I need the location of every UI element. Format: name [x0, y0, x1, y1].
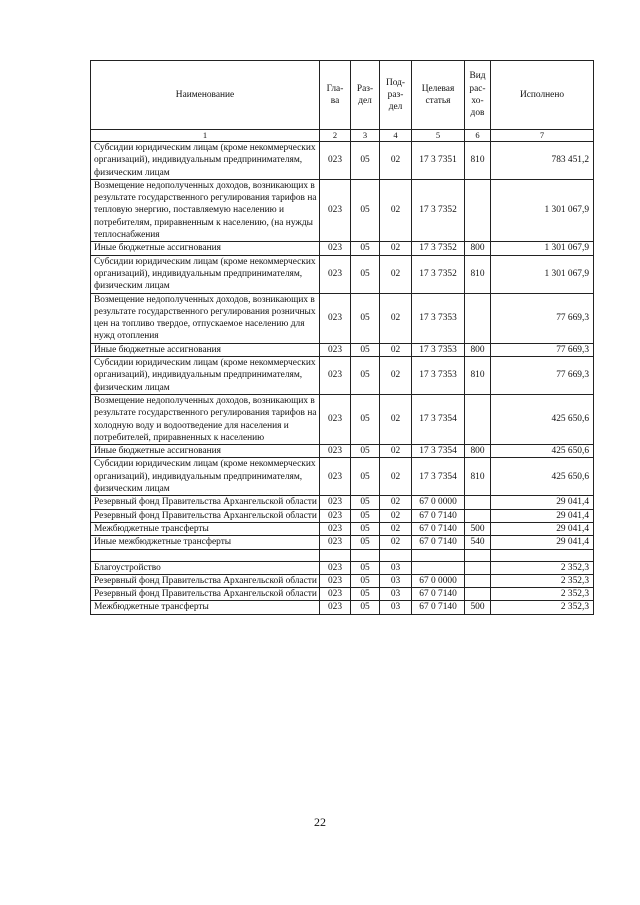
cell-vid	[465, 509, 491, 522]
table-row	[91, 255, 594, 293]
cell-glava: 023	[320, 445, 351, 458]
cell-podrazdel: 02	[380, 522, 412, 535]
cell-ispolneno: 29 041,4	[491, 522, 594, 535]
cell-vid: 800	[465, 343, 491, 356]
cell-podrazdel: 02	[380, 343, 412, 356]
table-row	[91, 357, 594, 395]
cell-podrazdel: 02	[380, 142, 412, 180]
cell-vid: 810	[465, 255, 491, 293]
cell-glava: 023	[320, 496, 351, 509]
cell-statya: 17 3 7352	[412, 242, 465, 255]
column-number-row	[91, 130, 594, 142]
table-row	[91, 561, 594, 574]
table-row	[91, 445, 594, 458]
cell-vid	[465, 293, 491, 343]
header-glava: Гла- ва	[320, 61, 351, 130]
cell-name: Межбюджетные трансферты	[91, 601, 320, 614]
cell-podrazdel: 02	[380, 179, 412, 241]
cell-vid: 500	[465, 601, 491, 614]
cell-statya: 67 0 7140	[412, 601, 465, 614]
column-number: 2	[320, 130, 351, 142]
cell-name: Резервный фонд Правительства Архангельской области	[91, 588, 320, 601]
cell-vid: 800	[465, 242, 491, 255]
cell-razdel: 05	[351, 574, 380, 587]
table-row	[91, 522, 594, 535]
cell-ispolneno: 425 650,6	[491, 394, 594, 444]
cell-glava: 023	[320, 522, 351, 535]
cell-vid	[465, 179, 491, 241]
cell-name: Возмещение недополученных доходов, возникающих в результате государственного регулирования тарифов на холодную воду и водоотведение для населения и потребителей, приравненных к населению	[91, 394, 320, 444]
cell-podrazdel: 02	[380, 255, 412, 293]
cell-vid: 810	[465, 357, 491, 395]
cell-vid: 810	[465, 458, 491, 496]
cell-razdel: 05	[351, 588, 380, 601]
table-row	[91, 142, 594, 180]
cell-vid	[465, 496, 491, 509]
cell-razdel	[351, 549, 380, 561]
page-number: 22	[314, 815, 326, 829]
cell-glava: 023	[320, 357, 351, 395]
cell-statya: 67 0 7140	[412, 536, 465, 549]
cell-glava: 023	[320, 574, 351, 587]
cell-statya: 67 0 0000	[412, 574, 465, 587]
cell-razdel: 05	[351, 394, 380, 444]
cell-name: Субсидии юридическим лицам (кроме некоммерческих организаций), индивидуальным предпринимателям, физическим лицам	[91, 142, 320, 180]
cell-statya: 67 0 0000	[412, 496, 465, 509]
cell-name: Иные бюджетные ассигнования	[91, 242, 320, 255]
cell-vid	[465, 561, 491, 574]
table-row	[91, 509, 594, 522]
header-name: Наименование	[91, 61, 320, 130]
cell-statya: 17 3 7354	[412, 458, 465, 496]
cell-statya: 17 3 7351	[412, 142, 465, 180]
cell-glava: 023	[320, 394, 351, 444]
cell-glava	[320, 549, 351, 561]
table-row	[91, 588, 594, 601]
cell-name: Субсидии юридическим лицам (кроме некоммерческих организаций), индивидуальным предпринимателям, физическим лицам	[91, 357, 320, 395]
cell-statya: 17 3 7352	[412, 179, 465, 241]
cell-ispolneno: 77 669,3	[491, 357, 594, 395]
column-number: 6	[465, 130, 491, 142]
cell-statya: 17 3 7354	[412, 445, 465, 458]
cell-name: Благоустройство	[91, 561, 320, 574]
cell-ispolneno: 1 301 067,9	[491, 179, 594, 241]
cell-vid: 810	[465, 142, 491, 180]
cell-razdel: 05	[351, 561, 380, 574]
cell-glava: 023	[320, 561, 351, 574]
header-razdel: Раз- дел	[351, 61, 380, 130]
cell-statya: 67 0 7140	[412, 509, 465, 522]
column-number: 4	[380, 130, 412, 142]
table-row	[91, 549, 594, 561]
table-row	[91, 242, 594, 255]
cell-ispolneno: 77 669,3	[491, 343, 594, 356]
cell-name: Субсидии юридическим лицам (кроме некоммерческих организаций), индивидуальным предпринимателям, физическим лицам	[91, 458, 320, 496]
cell-razdel: 05	[351, 242, 380, 255]
cell-glava: 023	[320, 255, 351, 293]
header-statya: Целевая статья	[412, 61, 465, 130]
header-vid: Вид рас- хо- дов	[465, 61, 491, 130]
cell-podrazdel: 02	[380, 509, 412, 522]
cell-vid	[465, 588, 491, 601]
cell-podrazdel: 03	[380, 561, 412, 574]
cell-glava: 023	[320, 536, 351, 549]
cell-razdel: 05	[351, 458, 380, 496]
cell-razdel: 05	[351, 522, 380, 535]
cell-podrazdel	[380, 549, 412, 561]
cell-podrazdel: 02	[380, 536, 412, 549]
cell-ispolneno: 783 451,2	[491, 142, 594, 180]
cell-statya: 67 0 7140	[412, 588, 465, 601]
cell-glava: 023	[320, 509, 351, 522]
table-row	[91, 574, 594, 587]
cell-ispolneno: 425 650,6	[491, 458, 594, 496]
cell-name: Резервный фонд Правительства Архангельской области	[91, 574, 320, 587]
cell-podrazdel: 03	[380, 574, 412, 587]
cell-statya: 67 0 7140	[412, 522, 465, 535]
column-number: 1	[91, 130, 320, 142]
cell-ispolneno	[491, 549, 594, 561]
table-row	[91, 343, 594, 356]
cell-razdel: 05	[351, 142, 380, 180]
cell-vid	[465, 574, 491, 587]
cell-razdel: 05	[351, 357, 380, 395]
header-podrazdel: Под- раз- дел	[380, 61, 412, 130]
cell-glava: 023	[320, 179, 351, 241]
cell-name: Резервный фонд Правительства Архангельской области	[91, 496, 320, 509]
cell-razdel: 05	[351, 343, 380, 356]
table-body	[91, 142, 594, 615]
cell-glava: 023	[320, 458, 351, 496]
cell-ispolneno: 29 041,4	[491, 536, 594, 549]
cell-podrazdel: 02	[380, 357, 412, 395]
cell-statya	[412, 549, 465, 561]
cell-statya: 17 3 7353	[412, 357, 465, 395]
cell-ispolneno: 2 352,3	[491, 588, 594, 601]
cell-glava: 023	[320, 343, 351, 356]
cell-name: Субсидии юридическим лицам (кроме некоммерческих организаций), индивидуальным предпринимателям, физическим лицам	[91, 255, 320, 293]
header-row	[91, 61, 594, 130]
table-row	[91, 458, 594, 496]
table-row	[91, 179, 594, 241]
cell-vid: 540	[465, 536, 491, 549]
cell-statya: 17 3 7353	[412, 343, 465, 356]
cell-glava: 023	[320, 601, 351, 614]
cell-vid	[465, 549, 491, 561]
cell-glava: 023	[320, 293, 351, 343]
cell-razdel: 05	[351, 445, 380, 458]
cell-ispolneno: 2 352,3	[491, 574, 594, 587]
cell-glava: 023	[320, 142, 351, 180]
cell-ispolneno: 2 352,3	[491, 561, 594, 574]
column-number: 5	[412, 130, 465, 142]
cell-vid: 500	[465, 522, 491, 535]
cell-razdel: 05	[351, 255, 380, 293]
cell-podrazdel: 02	[380, 293, 412, 343]
cell-razdel: 05	[351, 601, 380, 614]
column-number: 3	[351, 130, 380, 142]
table-row	[91, 293, 594, 343]
column-number: 7	[491, 130, 594, 142]
cell-statya: 17 3 7352	[412, 255, 465, 293]
cell-podrazdel: 03	[380, 601, 412, 614]
cell-name: Резервный фонд Правительства Архангельской области	[91, 509, 320, 522]
table-row	[91, 394, 594, 444]
cell-name: Иные межбюджетные трансферты	[91, 536, 320, 549]
cell-statya	[412, 561, 465, 574]
cell-name: Межбюджетные трансферты	[91, 522, 320, 535]
cell-podrazdel: 02	[380, 496, 412, 509]
cell-ispolneno: 2 352,3	[491, 601, 594, 614]
cell-razdel: 05	[351, 509, 380, 522]
cell-statya: 17 3 7353	[412, 293, 465, 343]
budget-table	[90, 60, 594, 615]
cell-name: Иные бюджетные ассигнования	[91, 343, 320, 356]
cell-name: Возмещение недополученных доходов, возникающих в результате государственного регулирования розничных цен на топливо твердое, отпускаемое населению для нужд отопления	[91, 293, 320, 343]
cell-podrazdel: 02	[380, 445, 412, 458]
cell-vid	[465, 394, 491, 444]
table-row	[91, 496, 594, 509]
cell-podrazdel: 02	[380, 394, 412, 444]
cell-ispolneno: 1 301 067,9	[491, 255, 594, 293]
cell-statya: 17 3 7354	[412, 394, 465, 444]
cell-ispolneno: 1 301 067,9	[491, 242, 594, 255]
table-row	[91, 536, 594, 549]
cell-podrazdel: 02	[380, 458, 412, 496]
cell-name	[91, 549, 320, 561]
cell-ispolneno: 29 041,4	[491, 509, 594, 522]
header-ispolneno: Исполнено	[491, 61, 594, 130]
cell-razdel: 05	[351, 536, 380, 549]
cell-vid: 800	[465, 445, 491, 458]
cell-name: Иные бюджетные ассигнования	[91, 445, 320, 458]
cell-ispolneno: 29 041,4	[491, 496, 594, 509]
table-row	[91, 601, 594, 614]
cell-ispolneno: 77 669,3	[491, 293, 594, 343]
cell-ispolneno: 425 650,6	[491, 445, 594, 458]
cell-razdel: 05	[351, 179, 380, 241]
cell-podrazdel: 03	[380, 588, 412, 601]
cell-glava: 023	[320, 588, 351, 601]
cell-podrazdel: 02	[380, 242, 412, 255]
cell-razdel: 05	[351, 293, 380, 343]
cell-glava: 023	[320, 242, 351, 255]
cell-razdel: 05	[351, 496, 380, 509]
cell-name: Возмещение недополученных доходов, возникающих в результате государственного регулирования тарифов на тепловую энергию, поставляемую населению и потребителям, приравненным к населению, (на нужды теплоснабжения	[91, 179, 320, 241]
